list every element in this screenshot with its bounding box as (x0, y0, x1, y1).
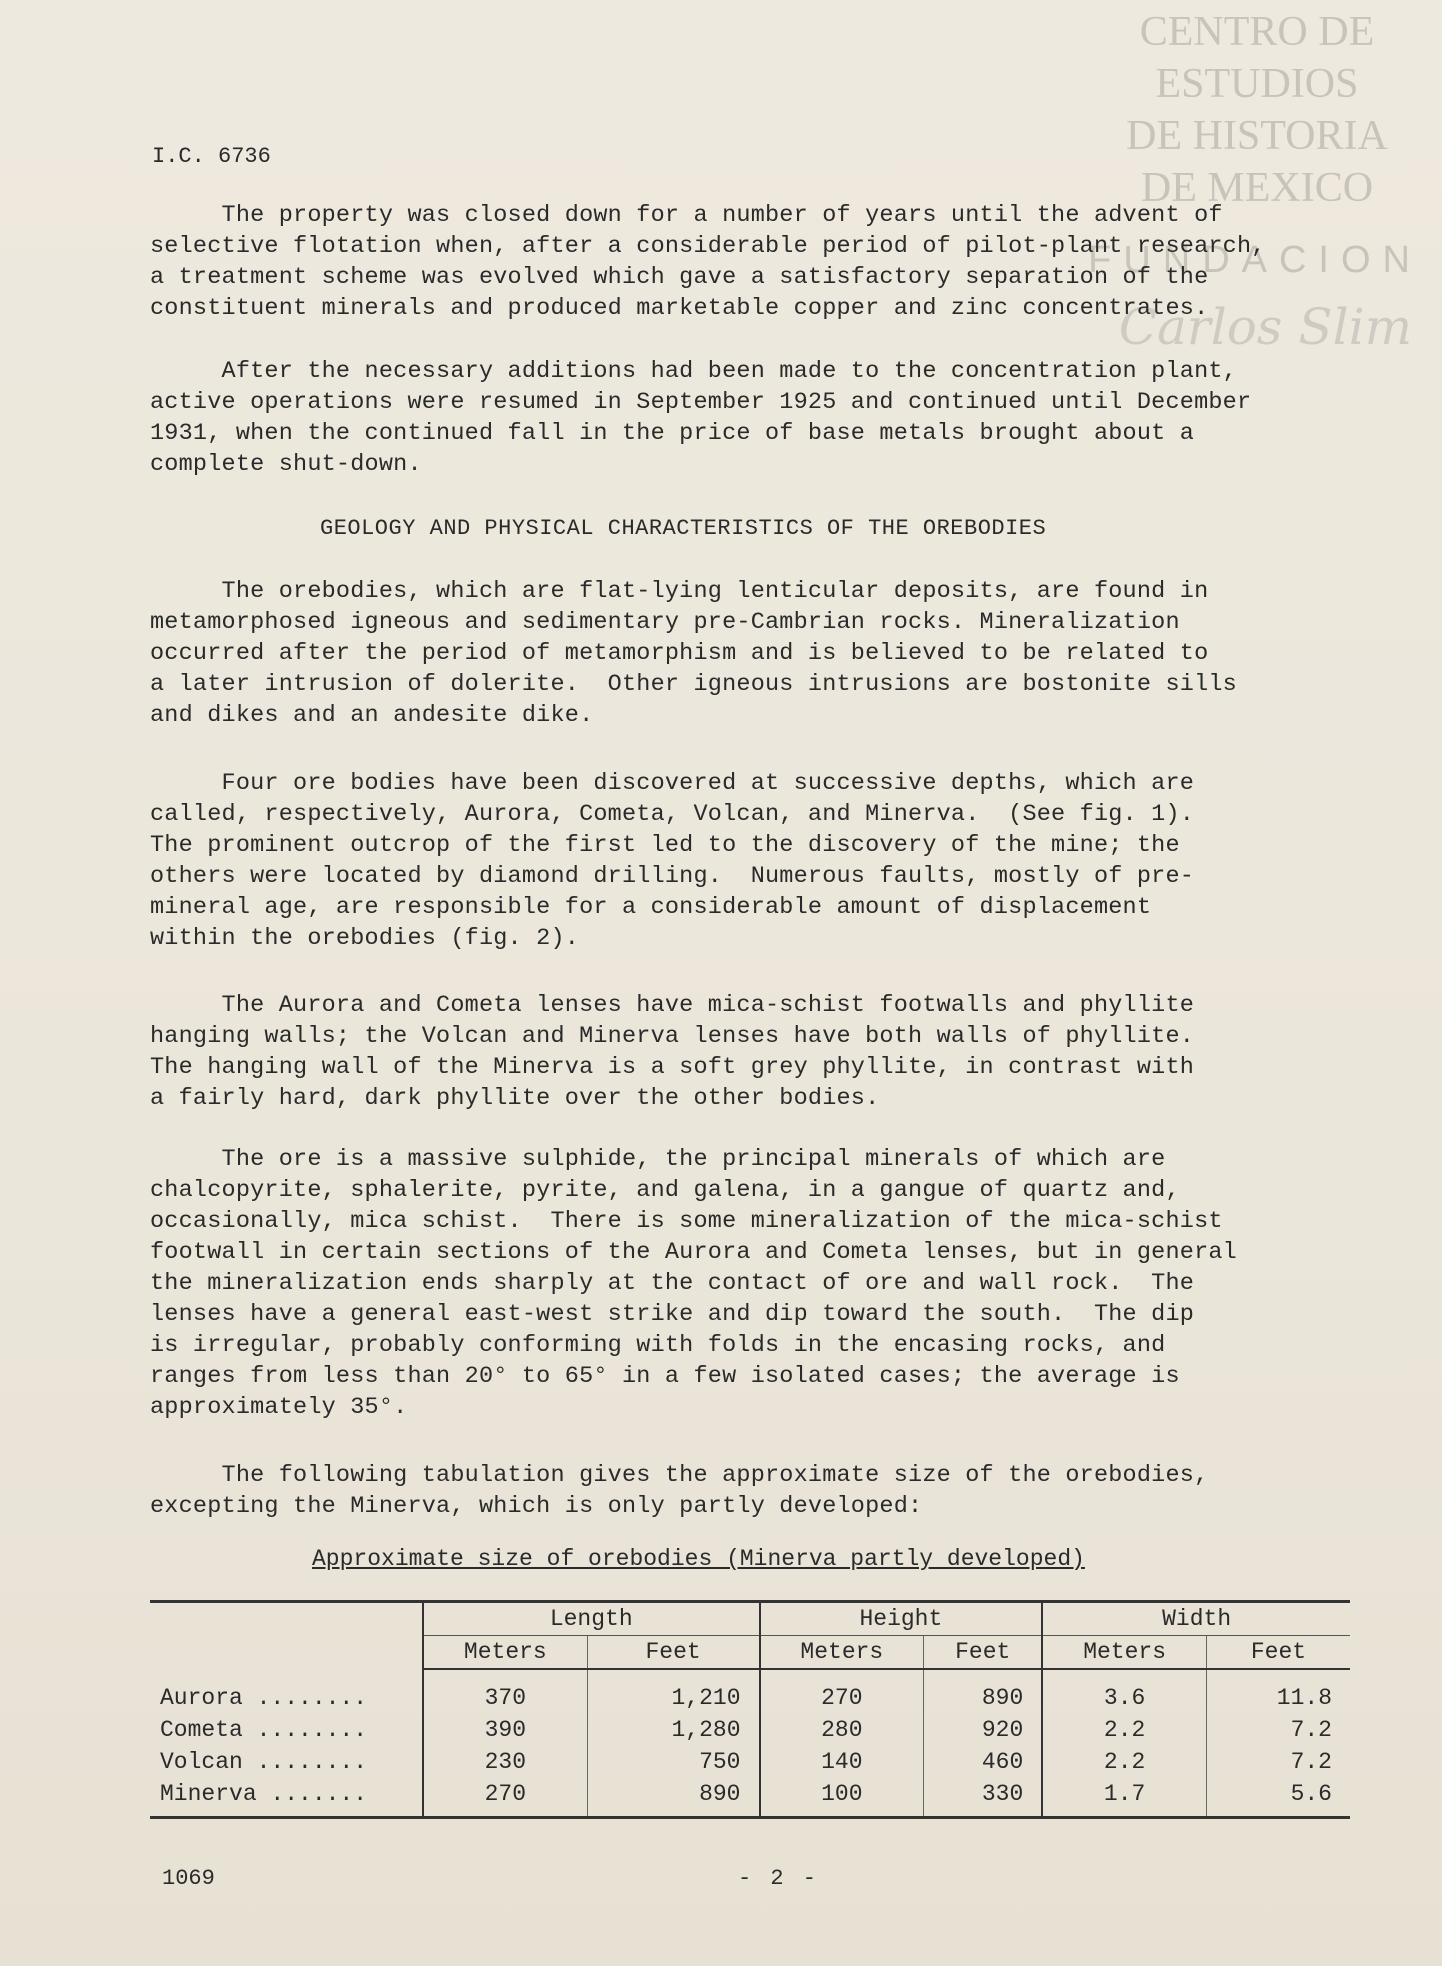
table-row (150, 1669, 1350, 1714)
row-label: Minerva ....... (150, 1778, 423, 1818)
table-cell: 7.2 (1206, 1746, 1350, 1778)
table-row (150, 1778, 1350, 1818)
watermark-line: DE HISTORIA (1126, 113, 1388, 159)
table-cell: 890 (924, 1669, 1043, 1714)
watermark-fundacion: FUNDACION (1088, 239, 1422, 281)
table-cell: 750 (587, 1746, 759, 1778)
table-cell: 920 (924, 1714, 1043, 1746)
table-cell: 330 (924, 1778, 1043, 1818)
row-label: Cometa ........ (160, 1717, 368, 1743)
table-cell: 2.2 (1042, 1714, 1206, 1746)
paragraph-1: The property was closed down for a number of years until the advent of selective flotation when, after a considerable period of pilot-plant research, a treatment scheme was evolved which gave a satisfactory separation of the constituent minerals and produced marketable copper and zinc concentrates. (150, 202, 1266, 322)
paragraph-6: The ore is a massive sulphide, the principal minerals of which are chalcopyrite, sphalerite, pyrite, and galena, in a gangue of quartz and, occasionally, mica schist. There is some mineralization of the mica-schist footwall in certain sections of the Aurora and Cometa lenses, but in general the mineralization ends sharply at the contact of ore and wall rock. The lenses have a general east-west strike and dip toward the south. The dip is irregular, probably conforming with folds in the encasing rocks, and ranges from less than 20° to 65° in a few isolated cases; the average is approximately 35°. (150, 1146, 1237, 1421)
row-label: Aurora ........ (160, 1684, 368, 1711)
subheader-cell: Meters (423, 1636, 587, 1670)
paragraph-4: Four ore bodies have been discovered at successive depths, which are called, respectively, Aurora, Cometa, Volcan, and Minerva. (See fig. 1). The prominent outcrop of the first led to the discovery of the mine; the others were located by diamond drilling. Numerous faults, mostly of pre- mineral age, are responsible for a considerable amount of displacement within the orebodies (fig. 2). (150, 770, 1195, 952)
table-row (150, 1746, 1350, 1778)
paragraph-7: The following tabulation gives the approximate size of the orebodies, excepting the Minerva, which is only partly developed: (150, 1462, 1209, 1520)
group-width: Width (1042, 1602, 1350, 1636)
watermark-signature: Carlos Slim (1118, 298, 1412, 356)
table-cell: 3.6 (1042, 1669, 1206, 1714)
table-cell: 11.8 (1206, 1669, 1350, 1714)
table-cell: 230 (423, 1746, 587, 1778)
table-cell: 1,280 (587, 1714, 759, 1746)
table-cell: 270 (423, 1778, 587, 1818)
watermark-line: DE MEXICO (1140, 165, 1374, 211)
orebody-size-table (150, 1600, 1350, 1819)
paragraph-3: The orebodies, which are flat-lying lenticular deposits, are found in metamorphosed igneous and sedimentary pre-Cambrian rocks. Mineralization occurred after the period of metamorphism and is believed to be related to a later intrusion of dolerite. Other igneous intrusions are bostonite sills and dikes and an andesite dike. (150, 578, 1237, 729)
paragraph-5: The Aurora and Cometa lenses have mica-schist footwalls and phyllite hanging walls; the Volcan and Minerva lenses have both walls of phyllite. The hanging wall of the Minerva is a soft grey phyllite, in contrast with a fairly hard, dark phyllite over the other bodies. (150, 992, 1195, 1112)
page-number: - 2 - (738, 1866, 820, 1891)
group-height: Height (760, 1602, 1043, 1636)
group-length: Length (423, 1602, 760, 1636)
table-cell: 890 (587, 1778, 759, 1818)
table-cell: 370 (423, 1669, 587, 1714)
table-row (150, 1714, 1350, 1746)
table-cell: 1.7 (1042, 1778, 1206, 1818)
subheader-cell: Meters (1042, 1636, 1206, 1670)
footer-doc-number: 1069 (162, 1866, 215, 1891)
subheader-cell: Meters (760, 1636, 924, 1670)
table-cell: 7.2 (1206, 1714, 1350, 1746)
subheader-cell: Feet (1206, 1636, 1350, 1670)
table-cell: 280 (760, 1714, 924, 1746)
subheader-cell: Feet (587, 1636, 759, 1670)
row-label: Volcan ........ (160, 1749, 368, 1775)
table-cell: 2.2 (1042, 1746, 1206, 1778)
table-cell: 1,210 (587, 1669, 759, 1714)
watermark (1088, 6, 1422, 356)
paragraph-2: After the necessary additions had been made to the concentration plant, active operations were resumed in September 1925 and continued until December 1931, when the continued fall in the price of base metals brought about a complete shut-down. (150, 358, 1252, 478)
table-title: Approximate size of orebodies (Minerva partly developed) (312, 1546, 1085, 1572)
watermark-line: CENTRO DE (1139, 9, 1375, 55)
table-group-header (150, 1602, 1350, 1636)
table-cell: 460 (924, 1746, 1043, 1778)
section-heading: GEOLOGY AND PHYSICAL CHARACTERISTICS OF THE OREBODIES (320, 516, 1047, 541)
table-cell: 100 (760, 1778, 924, 1818)
subheader-cell: Feet (924, 1636, 1043, 1670)
document-id: I.C. 6736 (152, 144, 271, 169)
table-subheader (150, 1636, 1350, 1670)
table-cell: 140 (760, 1746, 924, 1778)
watermark-line: ESTUDIOS (1155, 61, 1359, 107)
table-cell: 390 (423, 1714, 587, 1746)
table-cell: 270 (760, 1669, 924, 1714)
table-cell: 5.6 (1206, 1778, 1350, 1818)
